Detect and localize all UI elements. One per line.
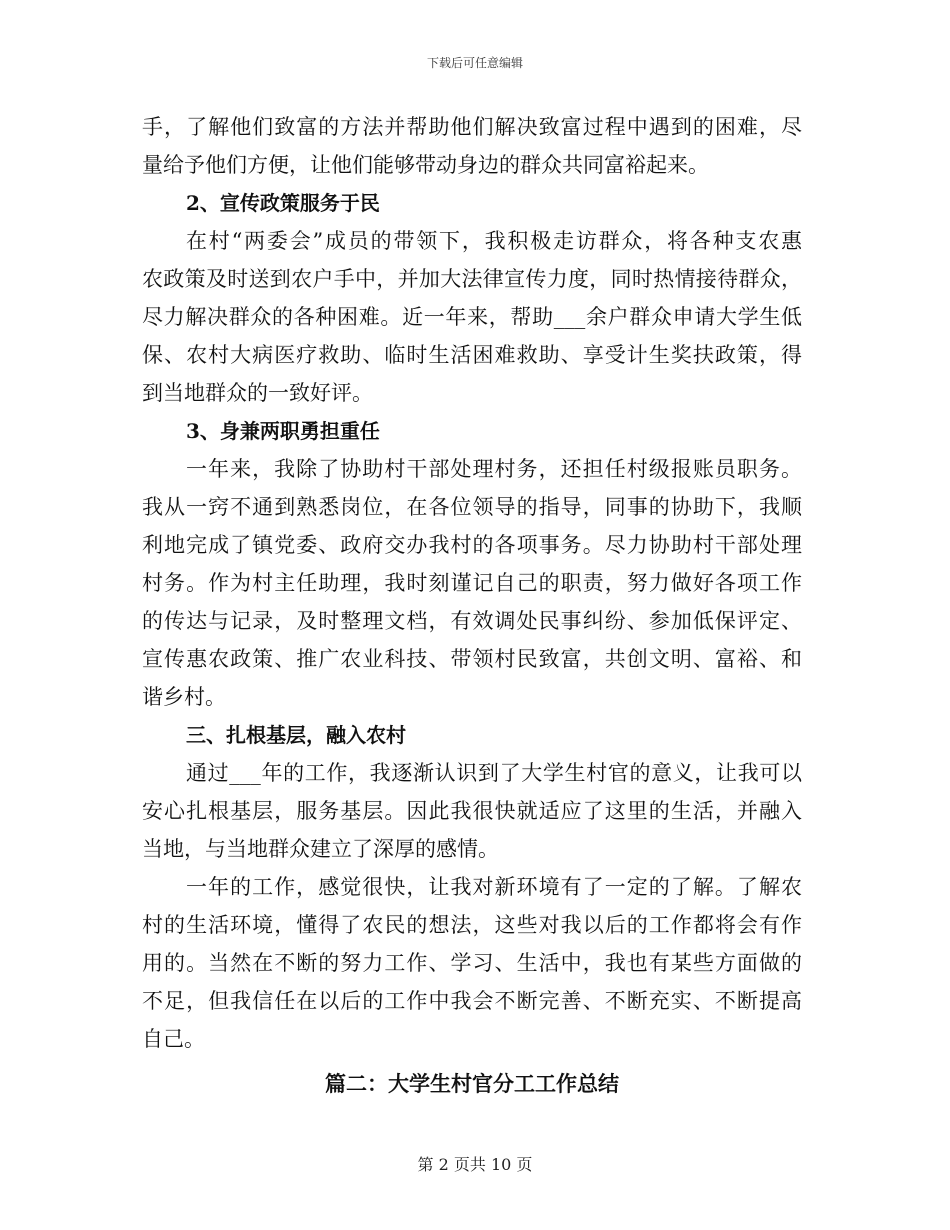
body-line: 自己。 xyxy=(142,1027,205,1051)
body-line: 我从一窍不通到熟悉岗位，在各位领导的指导，同事的协助下，我顺 xyxy=(142,495,802,519)
page-footer: 第 2 页共 10 页 xyxy=(417,1155,533,1174)
body-line: 的传达与记录，及时整理文档，有效调处民事纠纷、参加低保评定、 xyxy=(142,609,802,633)
section-heading: 2、宣传政策服务于民 xyxy=(186,191,380,215)
body-line: 不足，但我信任在以后的工作中我会不断完善、不断充实、不断提高 xyxy=(142,989,802,1013)
header-note: 下载后可任意编辑 xyxy=(426,56,523,70)
body-line: 用的。当然在不断的努力工作、学习、生活中，我也有某些方面做的 xyxy=(142,951,802,975)
body-line: 到当地群众的一致好评。 xyxy=(142,381,373,405)
body-line: 一年来，我除了协助村干部处理村务，还担任村级报账员职务。 xyxy=(186,457,802,481)
body-line: 一年的工作，感觉很快，让我对新环境有了一定的了解。了解农 xyxy=(186,875,802,899)
document-body xyxy=(142,108,802,1106)
body-line: 农政策及时送到农户手中，并加大法律宣传力度，同时热情接待群众， xyxy=(142,267,802,291)
body-line: 谐乡村。 xyxy=(142,685,226,709)
body-line: 利地完成了镇党委、政府交办我村的各项事务。尽力协助村干部处理 xyxy=(142,533,802,557)
body-line: 尽力解决群众的各种困难。近一年来，帮助___余户群众申请大学生低 xyxy=(142,305,802,329)
body-line: 保、农村大病医疗救助、临时生活困难救助、享受计生奖扶政策，得 xyxy=(142,343,802,367)
chapter-title: 篇二：大学生村官分工工作总结 xyxy=(325,1071,619,1096)
section-heading: 3、身兼两职勇担重任 xyxy=(186,419,380,443)
section-heading: 三、扎根基层，融入农村 xyxy=(186,723,406,747)
body-line: 当地，与当地群众建立了深厚的感情。 xyxy=(142,837,499,861)
body-line: 安心扎根基层，服务基层。因此我很快就适应了这里的生活，并融入 xyxy=(142,799,802,823)
body-line: 量给予他们方便，让他们能够带动身边的群众共同富裕起来。 xyxy=(142,153,709,177)
body-line: 宣传惠农政策、推广农业科技、带领村民致富，共创文明、富裕、和 xyxy=(142,647,802,671)
body-line: 村务。作为村主任助理，我时刻谨记自己的职责，努力做好各项工作 xyxy=(142,571,802,595)
body-line: 村的生活环境，懂得了农民的想法，这些对我以后的工作都将会有作 xyxy=(142,913,802,937)
body-line: 通过___年的工作，我逐渐认识到了大学生村官的意义，让我可以 xyxy=(186,761,802,785)
body-line: 手，了解他们致富的方法并帮助他们解决致富过程中遇到的困难，尽 xyxy=(142,115,802,139)
body-line: 在村“两委会”成员的带领下，我积极走访群众，将各种支农惠 xyxy=(186,229,802,253)
